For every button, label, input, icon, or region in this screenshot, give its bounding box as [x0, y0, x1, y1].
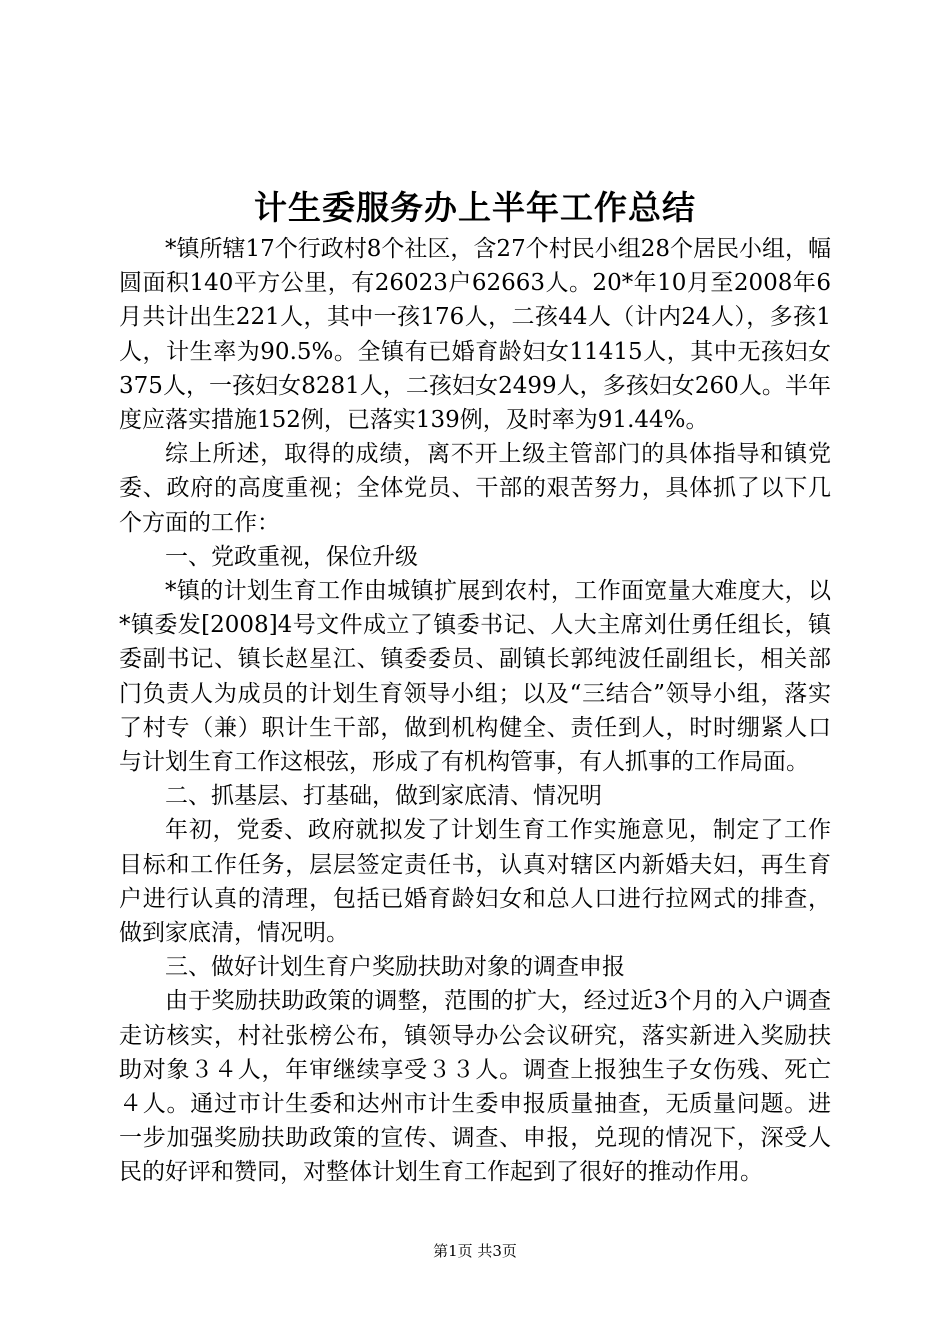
- paragraph-section-2: 年初，党委、政府就拟发了计划生育工作实施意见，制定了工作目标和工作任务，层层签定责任书，认真对辖区内新婚夫妇，再生育户进行认真的清理，包括已婚育龄妇女和总人口进行拉网式的排查，做到家底清，情况明。: [119, 817, 831, 947]
- page-footer: 第1页 共3页: [433, 1242, 517, 1260]
- paragraph-section-3: 由于奖励扶助政策的调整，范围的扩大，经过近3个月的入户调查走访核实，村社张榜公布，镇领导办公会议研究，落实新进入奖励扶助对象３４人，年审继续享受３３人。调查上报独生子女伤残、死亡４人。通过市计生委和达州市计生委申报质量抽查，无质量问题。进一步加强奖励扶助政策的宣传、调查、申报，兑现的情况下，深受人民的好评和赞同，对整体计划生育工作起到了很好的推动作用。: [119, 988, 831, 1186]
- document-title: 计生委服务办上半年工作总结: [254, 188, 696, 227]
- document-body: [119, 232, 831, 1190]
- section-heading-1: 一、党政重视，保位升级: [165, 543, 418, 570]
- paragraph-section-1: *镇的计划生育工作由城镇扩展到农村，工作面宽量大难度大，以*镇委发[2008]4号文件成立了镇委书记、人大主席刘仕勇任组长，镇委副书记、镇长赵星江、镇委委员、副镇长郭纯波任副组长，相关部门负责人为成员的计划生育领导小组；以及“三结合”领导小组，落实了村专（兼）职计生干部，做到机构健全、责任到人，时时绷紧人口与计划生育工作这根弦，形成了有机构管事，有人抓事的工作局面。: [119, 578, 831, 776]
- section-heading-3: 三、做好计划生育户奖励扶助对象的调查申报: [165, 954, 625, 981]
- section-heading-2: 二、抓基层、打基础，做到家底清、情况明: [165, 783, 602, 810]
- paragraph-summary: 综上所述，取得的成绩，离不开上级主管部门的具体指导和镇党委、政府的高度重视；全体党员、干部的艰苦努力，具体抓了以下几个方面的工作：: [119, 441, 831, 536]
- paragraph-overview: *镇所辖17个行政村8个社区，含27个村民小组28个居民小组，幅圆面积140平方公里，有26023户62663人。20*年10月至2008年6月共计出生221人，其中一孩176人，二孩44人（计内24人），多孩1人，计生率为90.5%。全镇有已婚育龄妇女11415人，其中无孩妇女375人，一孩妇女8281人，二孩妇女2499人，多孩妇女260人。半年度应落实措施152例，已落实139例，及时率为91.44%。: [119, 236, 831, 434]
